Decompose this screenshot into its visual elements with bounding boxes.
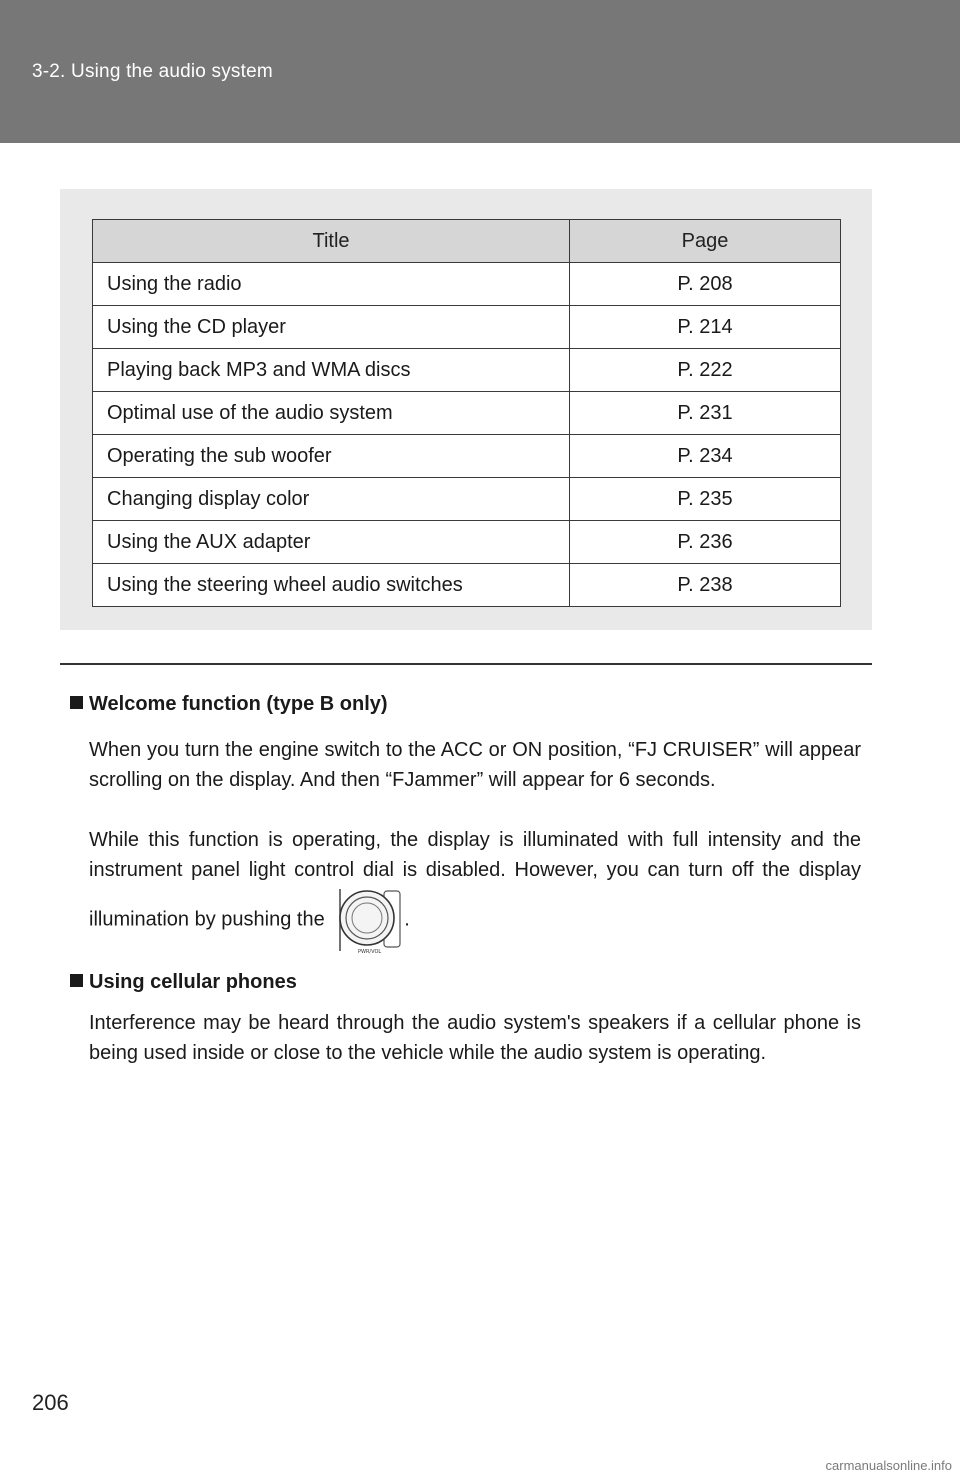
table-row xyxy=(93,349,841,392)
welcome-paragraph-1: When you turn the engine switch to the ACC or ON position, “FJ CRUISER” will appear scrolling on the display. And then “FJammer” will appear for 6 seconds. xyxy=(89,739,861,791)
square-bullet-icon xyxy=(70,696,83,709)
welcome-paragraph-2 xyxy=(89,825,861,955)
welcome-paragraph-2-end: . xyxy=(404,908,410,931)
cellular-paragraph: Interference may be heard through the audio system's speakers if a cellular phone is being used inside or close to the vehicle while the audio system is operating. xyxy=(89,1012,861,1064)
cellular-heading xyxy=(70,971,297,994)
row-page: P. 236 xyxy=(570,521,841,564)
page-header xyxy=(0,0,960,143)
table-row xyxy=(93,564,841,607)
table-row xyxy=(93,521,841,564)
pwr-vol-knob-icon xyxy=(334,885,404,955)
table-row xyxy=(93,478,841,521)
row-title: Changing display color xyxy=(93,478,570,521)
contents-table xyxy=(92,219,841,607)
welcome-heading xyxy=(70,693,388,716)
row-page: P. 235 xyxy=(570,478,841,521)
column-header-page: Page xyxy=(570,220,841,263)
row-title: Using the radio xyxy=(93,263,570,306)
welcome-heading-text: Welcome function (type B only) xyxy=(89,693,388,715)
row-title: Operating the sub woofer xyxy=(93,435,570,478)
table-row xyxy=(93,392,841,435)
row-page: P. 214 xyxy=(570,306,841,349)
row-page: P. 208 xyxy=(570,263,841,306)
page-number: 206 xyxy=(32,1390,69,1415)
row-title: Playing back MP3 and WMA discs xyxy=(93,349,570,392)
row-page: P. 222 xyxy=(570,349,841,392)
square-bullet-icon xyxy=(70,974,83,987)
table-row xyxy=(93,435,841,478)
table-row xyxy=(93,263,841,306)
row-title: Optimal use of the audio system xyxy=(93,392,570,435)
table-header-row xyxy=(93,220,841,263)
section-divider xyxy=(60,663,872,665)
watermark: carmanualsonline.info xyxy=(825,1458,952,1473)
column-header-title: Title xyxy=(93,220,570,263)
row-title: Using the steering wheel audio switches xyxy=(93,564,570,607)
row-page: P. 234 xyxy=(570,435,841,478)
table-row xyxy=(93,306,841,349)
section-title: 3-2. Using the audio system xyxy=(32,61,273,82)
knob-label: PWR/VOL xyxy=(358,949,382,955)
welcome-paragraph-2-text: While this function is operating, the display is illuminated with full intensity and the instrument panel light control dial is disabled. However, you can turn off the display illumination by pushing the xyxy=(89,829,861,931)
row-page: P. 231 xyxy=(570,392,841,435)
row-page: P. 238 xyxy=(570,564,841,607)
cellular-heading-text: Using cellular phones xyxy=(89,971,297,993)
row-title: Using the CD player xyxy=(93,306,570,349)
row-title: Using the AUX adapter xyxy=(93,521,570,564)
